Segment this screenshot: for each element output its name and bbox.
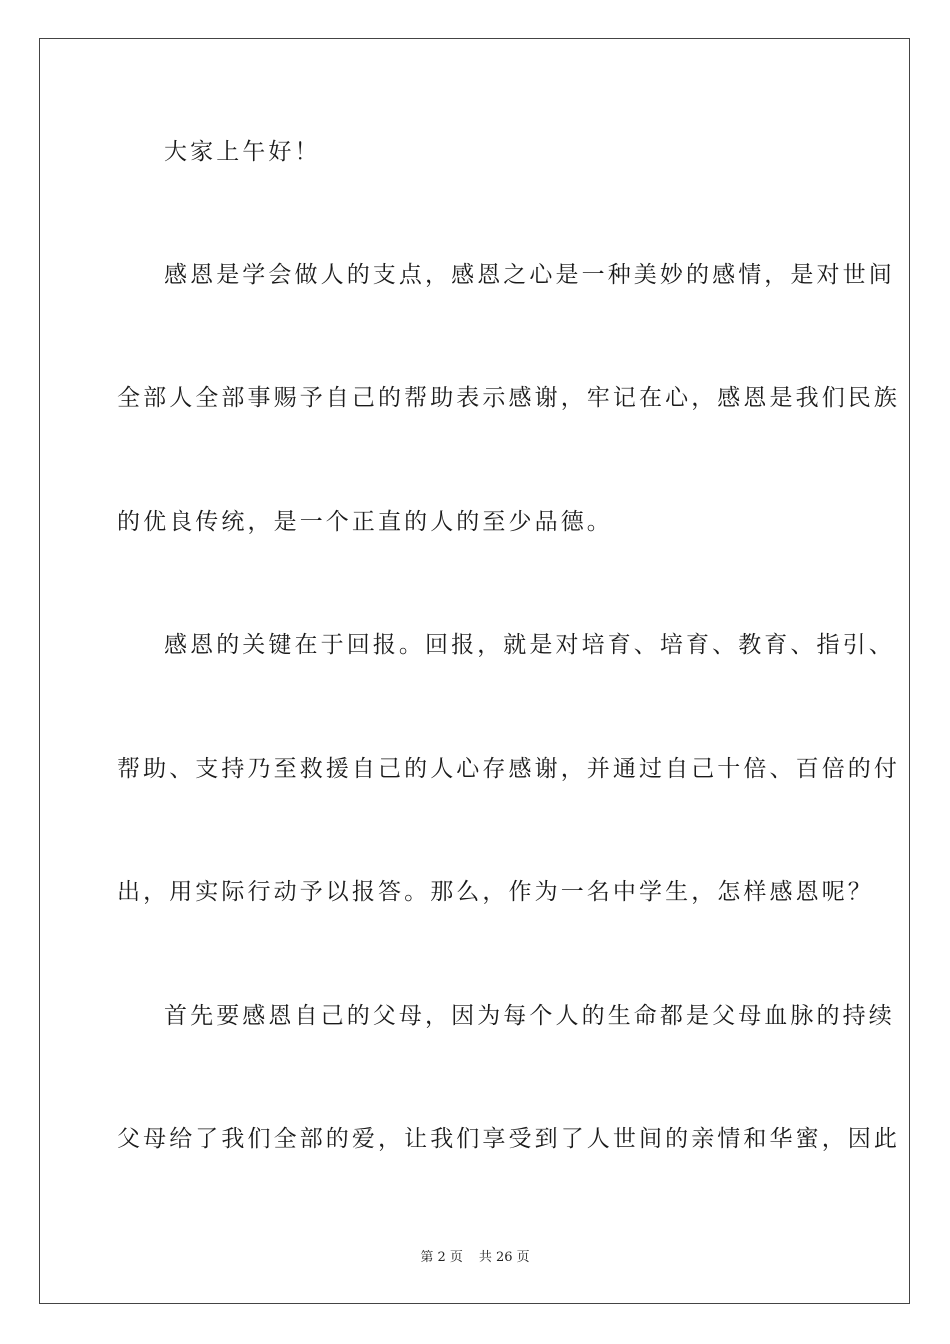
paragraph-line: 出，用实际行动予以报答。那么，作为一名中学生，怎样感恩呢？: [117, 879, 874, 905]
paragraph-line: 父母给了我们全部的爱，让我们享受到了人世间的亲情和华蜜，因此: [117, 1126, 900, 1152]
paragraph-line: 感恩是学会做人的支点，感恩之心是一种美妙的感情，是对世间: [164, 262, 895, 288]
paragraph-line: 首先要感恩自己的父母，因为每个人的生命都是父母血脉的持续: [164, 1003, 895, 1029]
page-border: [39, 38, 910, 1304]
page-footer: [0, 1246, 950, 1265]
page-total: 共 26 页: [478, 1250, 530, 1265]
paragraph-line: 帮助、支持乃至救援自己的人心存感谢，并通过自己十倍、百倍的付: [117, 756, 900, 782]
paragraph-line: 全部人全部事赐予自己的帮助表示感谢，牢记在心，感恩是我们民族: [117, 385, 900, 411]
paragraph-line: 感恩的关键在于回报。回报，就是对培育、培育、教育、指引、: [164, 632, 895, 658]
paragraph-line: 大家上午好！: [164, 139, 321, 165]
page-number: 第 2 页: [420, 1250, 463, 1265]
paragraph-line: 的优良传统，是一个正直的人的至少品德。: [117, 509, 613, 535]
